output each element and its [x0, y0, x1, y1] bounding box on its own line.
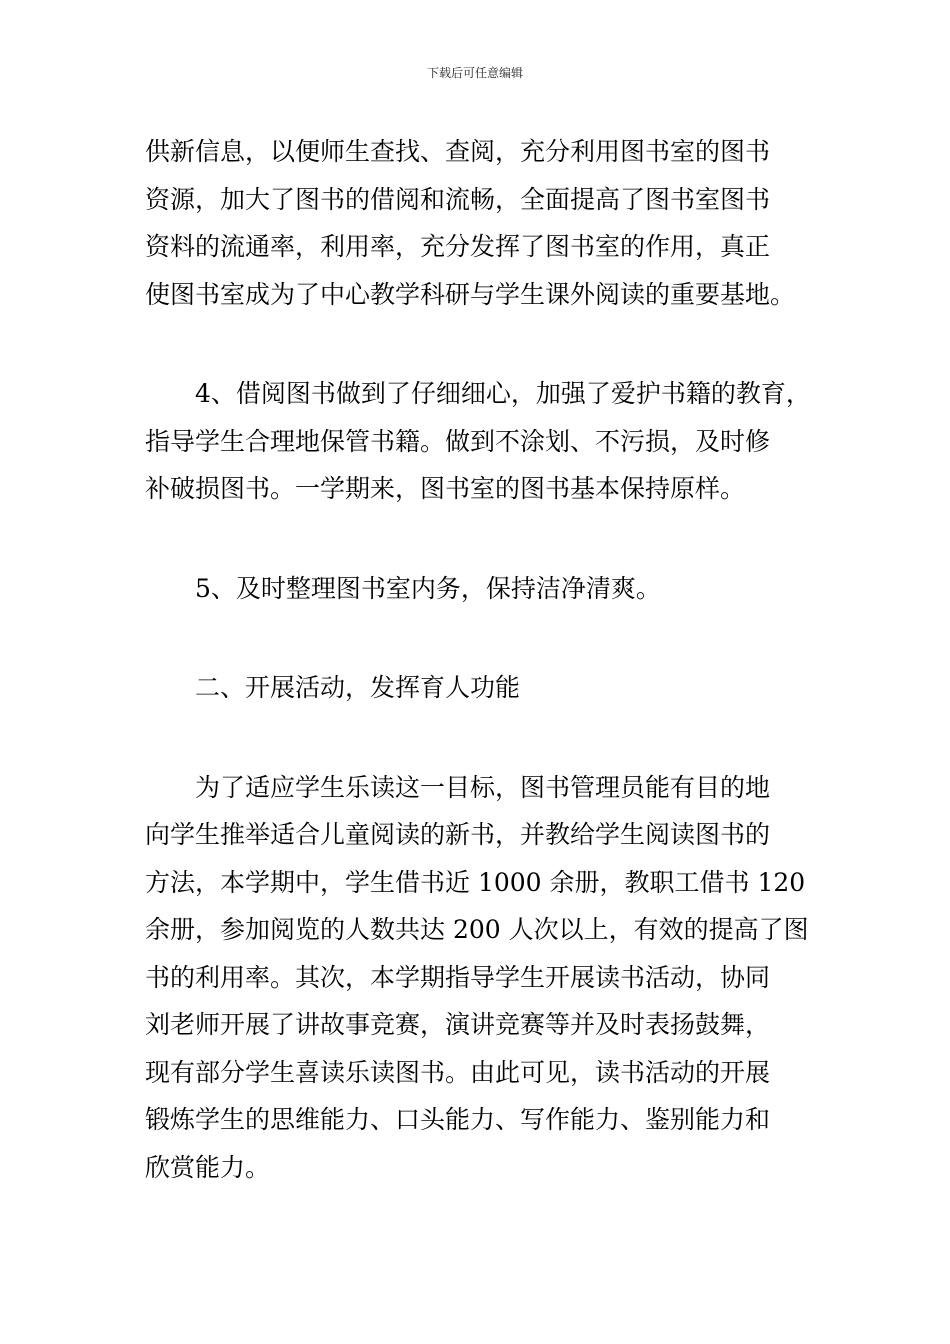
paragraph-spacer — [145, 513, 810, 565]
text-line: 4、借阅图书做到了仔细细心，加强了爱护书籍的教育， — [195, 379, 811, 408]
paragraph-item-4 — [145, 370, 810, 513]
page-header: 下载后可任意编辑 — [426, 66, 523, 80]
paragraph-spacer — [145, 612, 810, 664]
text-line: 方法，本学期中，学生借书近 1000 余册，教职工借书 120 — [145, 867, 806, 897]
text-line: 资料的流通率，利用率，充分发挥了图书室的作用，真正 — [145, 232, 771, 261]
text-line: 刘老师开展了讲故事竞赛，演讲竞赛等并及时表扬鼓舞， — [145, 1010, 771, 1039]
text-line: 向学生推举适合儿童阅读的新书，并教给学生阅读图书的 — [145, 820, 771, 849]
text-line: 现有部分学生喜读乐读图书。由此可见，读书活动的开展 — [145, 1057, 771, 1087]
paragraph-activities — [145, 764, 810, 1192]
text-line: 为了适应学生乐读这一目标，图书管理员能有目的地 — [195, 772, 771, 802]
text-line: 指导学生合理地保管书籍。做到不涂划、不污损，及时修 — [145, 426, 771, 456]
paragraph-spacer — [145, 318, 810, 370]
section-heading-2 — [145, 664, 810, 712]
text-line: 书的利用率。其次，本学期指导学生开展读书活动，协同 — [145, 962, 771, 992]
paragraph-item-5 — [145, 565, 810, 613]
text-line: 补破损图书。一学期来，图书室的图书基本保持原样。 — [145, 474, 746, 503]
text-line: 锻炼学生的思维能力、口头能力、写作能力、鉴别能力和 — [145, 1105, 771, 1134]
text-line: 使图书室成为了中心教学科研与学生课外阅读的重要基地。 — [145, 279, 796, 309]
paragraph-library-resources — [145, 128, 810, 318]
paragraph-spacer — [145, 712, 810, 764]
text-line: 供新信息，以便师生查找、查阅，充分利用图书室的图书 — [145, 137, 771, 166]
text-line: 欣赏能力。 — [145, 1152, 271, 1182]
section-heading-text: 二、开展活动，发挥育人功能 — [195, 673, 521, 702]
text-line: 资源，加大了图书的借阅和流畅，全面提高了图书室图书 — [145, 184, 771, 214]
text-line: 5、及时整理图书室内务，保持洁净清爽。 — [195, 573, 661, 603]
document-body — [145, 128, 810, 1191]
text-line: 余册，参加阅览的人数共达 200 人次以上，有效的提高了图 — [145, 915, 809, 944]
